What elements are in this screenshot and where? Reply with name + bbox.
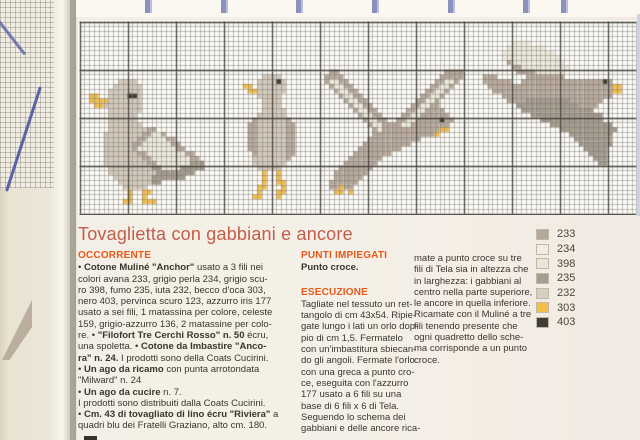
legend-code: 235 [557,272,576,285]
text-line: una spoletta. • Cotone da Imbastire "Anco- [78,341,267,353]
text-line: ma corrisponde a un punto [414,343,528,355]
adjacent-chart-fragment [0,0,54,188]
top-strip [76,0,640,17]
text-line: mate a punto croce su tre [414,253,522,264]
stitch-mark [145,0,152,13]
text-line: do gli angoli. Fermate l'orlo [301,355,415,367]
text-line: 159, grigio-azzurro 136, 2 matassine per colo- [78,318,272,330]
section-occorrente [78,250,298,432]
section-esecuzione-continued [414,253,532,366]
text-line: tangolo di cm 43x54. Ripie- [301,310,417,322]
text-line: gabbiani e delle ancore rica- [301,423,421,435]
section-punti-esecuzione [301,250,419,434]
legend-swatch [536,288,549,299]
text-line: • Cm. 43 di tovagliato di lino écru "Riviera" a [78,409,279,421]
legend-code: 303 [557,301,576,314]
text-line: • Un ago da ricamo con punta arrotondata [78,363,260,375]
text-line: ro 398, fumo 235, iuta 232, becco d'oca 303, [78,284,266,296]
text-line: • Cotone Muliné "Anchor" usato a 3 fili nei [78,262,263,274]
legend-swatch [536,244,549,255]
stitch-mark [523,0,530,13]
section-heading-esecuzione: ESECUZIONE [301,286,369,298]
text-line: Tagliate nel tessuto un ret- [301,298,413,310]
text-line: con una greca a punto cro- [301,366,415,378]
text-line: base di 6 fili x 6 di Tela. [301,400,400,412]
stitch-mark [372,0,379,13]
adjacent-motif-fragment [2,300,32,360]
text-line: fili di Tela sia in altezza che [414,264,529,276]
text-line: centro nella parte superiore, [414,286,533,298]
text-line: "Milward" n. 24 [78,375,142,387]
text-line: le ancore in quella inferiore. [414,298,531,310]
text-line: colori avana 233, grigio perla 234, grigio scu- [78,273,268,285]
text-line: Punto croce. [301,262,359,274]
punti-text [301,262,419,273]
text-line: fili tenendo presente che [414,320,518,332]
esecuzione-text-continued [414,253,532,366]
text-line: Seguendo lo schema dei [301,411,406,423]
pattern-grid [78,20,639,215]
text-line: croce. [414,354,440,366]
legend-row [536,227,575,242]
page-curl-shadow [70,0,78,440]
occorrente-text [78,262,298,431]
text-line: ce, eseguita con l'azzurro [301,377,409,389]
esecuzione-text [301,299,419,435]
text-line: • Un ago da cucire n. 7. [78,386,182,398]
legend-code: 403 [557,316,576,329]
legend-row [536,315,575,330]
text-line: quadri blu dei Fratelli Graziano, alto cm. 180. [78,420,268,432]
legend-swatch [536,258,549,269]
page-number-box [84,436,97,440]
text-line: usato a sei fili, 1 matassina per colore, celeste [78,307,273,319]
article-title: Tovaglietta con gabbiani e ancore [78,224,353,244]
legend-swatch [536,273,549,284]
stitch-mark [296,0,303,13]
legend-row [536,256,575,271]
stitch-mark [221,0,228,13]
legend-row [536,242,575,257]
legend-swatch [536,229,549,240]
text-line: ogni quadretto dello sche- [414,332,524,344]
text-line: ra" n. 24. I prodotti sono della Coats Cucirini. [78,352,269,364]
legend-code: 398 [557,257,576,270]
text-line: con un'imbastitura sbiecan- [301,344,417,356]
text-line: in larghezza: i gabbiani al [414,275,522,287]
legend-code: 232 [557,287,576,300]
stitch-mark [561,0,568,13]
text-line: pio di cm 1,5. Fermatelo [301,332,403,344]
legend-row [536,286,575,301]
legend-swatch [536,317,549,328]
text-line: gate lungo i lati un orlo dop- [301,321,419,333]
legend-code: 234 [557,243,576,256]
section-heading-occorrente: OCCORRENTE [78,250,152,261]
legend-swatch [536,302,549,313]
page-edge [0,0,76,440]
text-line: I prodotti sono distribuiti dalla Coats Cucirini. [78,397,266,409]
legend-row [536,271,575,286]
legend-code: 233 [557,228,576,241]
stitch-mark [448,0,455,13]
text-line: re. • "Filofort Tre Cerchi Rosso" n. 50 écru, [78,330,269,342]
text-line: 177 usato a 6 fili su una [301,389,402,401]
section-heading-punti: PUNTI IMPIEGATI [301,250,388,261]
text-line: Ricamate con il Muliné a tre [414,309,532,321]
legend [536,227,575,330]
text-line: nero 403, pervinca scuro 123, azzurro iris 177 [78,296,272,308]
legend-row [536,300,575,315]
pattern-grid-canvas [78,20,639,215]
